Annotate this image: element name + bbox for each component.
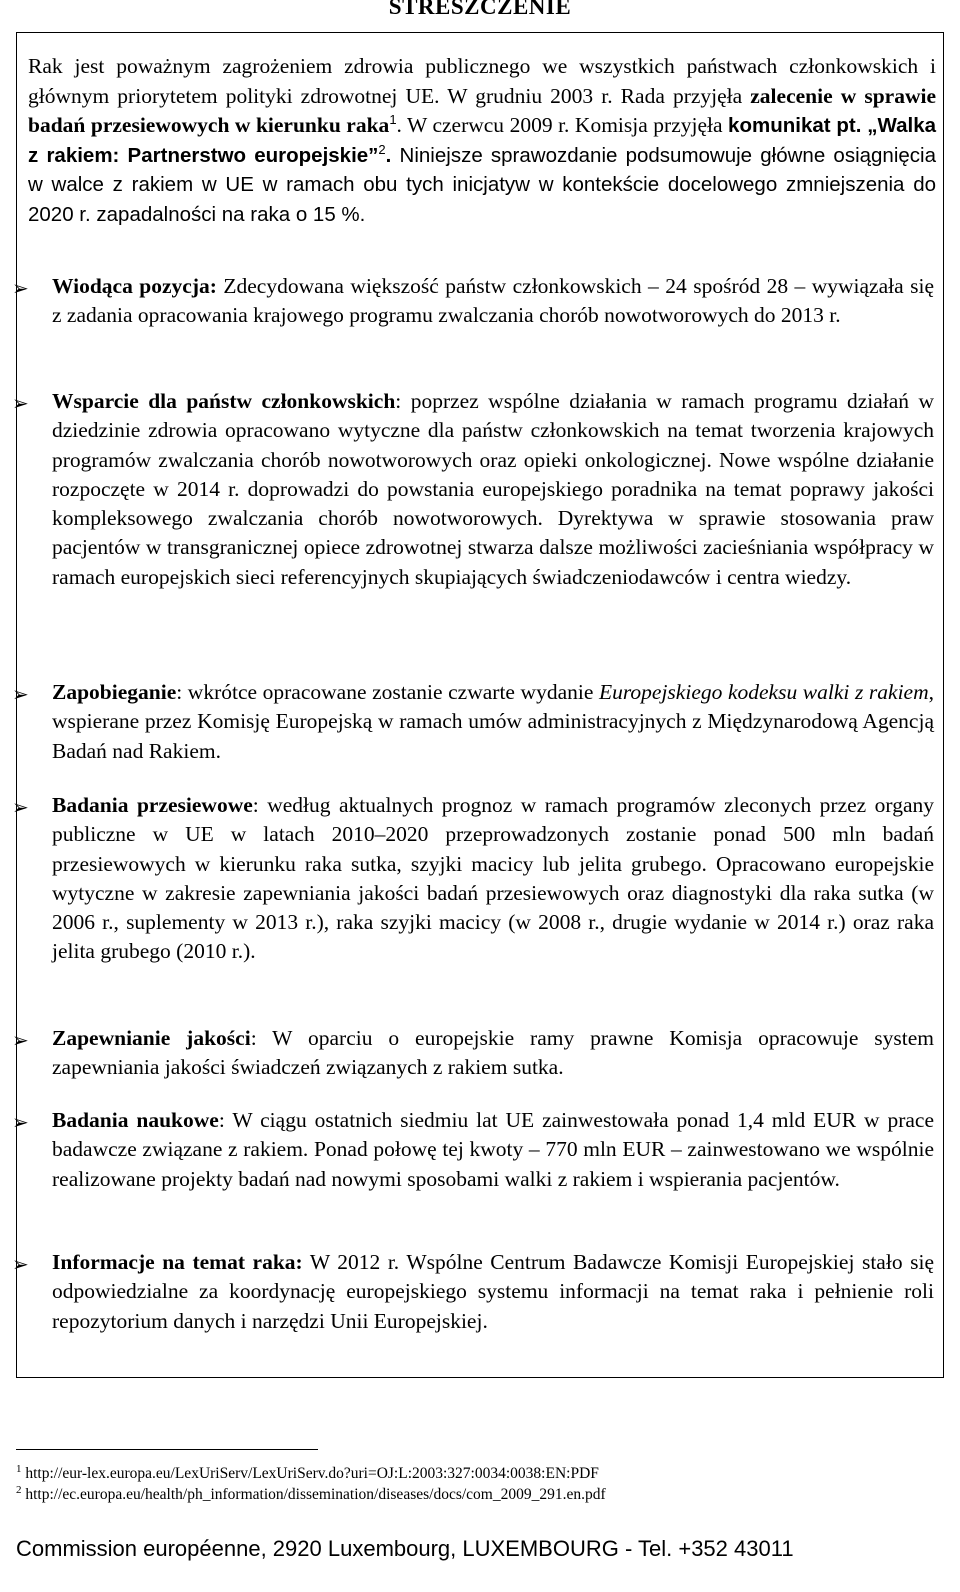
bullet-text: : poprzez wspólne działania w ramach programu działań w dziedzinie zdrowia opracowano wytyczne dla państw członkowskich na temat tworzenia krajowych programów zwalczania chorób nowotworowych oraz opieki onkologicznej. Nowe wspólne działanie rozpoczęte w 2014 r. doprowadzi do powstania europejskiego poradnika na temat poprawy jakości kompleksowego zwalczania chorób nowotworowych. Dyrektywa w sprawie stosowania praw pacjentów w transgranicznej opiece zdrowotnej stwarza dalsze możliwości zacieśniania współpracy w ramach europejskich sieci referencyjnych skupiających świadczeniodawców i centra wiedzy.	[52, 389, 934, 589]
footnote-number: 2	[16, 1483, 22, 1496]
footnote-link[interactable]: http://ec.europa.eu/health/ph_information/dissemination/diseases/docs/com_2009_291.en.pdf	[25, 1486, 606, 1503]
bullet-text: Zdecydowana większość państw członkowskich – 24 spośród 28 – wywiązała się z zadania opracowania krajowego programu zwalczania chorób nowotworowych do 2013 r.	[52, 274, 934, 328]
bullet-heading: Badania przesiewowe	[52, 793, 253, 817]
intro-bold-period: .	[385, 143, 392, 167]
bullet-text: : W ciągu ostatnich siedmiu lat UE zainwestowała ponad 1,4 mld EUR w prace badawcze związane z rakiem. Ponad połowę tej kwoty – 770 mln EUR – zainwestowano we wspólnie realizowane projekty badań nad nowymi sposobami walki z rakiem i wspierania pacjentów.	[52, 1108, 934, 1191]
arrow-bullet-icon: ➢	[12, 391, 29, 415]
bullet-screening	[12, 791, 934, 967]
bullet-research	[12, 1106, 934, 1194]
bullet-heading: Badania naukowe	[52, 1108, 219, 1132]
bullet-text: : W oparciu o europejskie ramy prawne Komisja opracowuje system zapewniania jakości świadczeń związanych z rakiem sutka.	[52, 1026, 934, 1080]
arrow-bullet-icon: ➢	[12, 1028, 29, 1052]
bullet-text-2: , wspierane przez Komisję Europejską w ramach umów administracyjnych z Międzynarodową Agencją Badań nad Rakiem.	[52, 680, 934, 763]
bullet-heading: Wiodąca pozycja:	[52, 274, 217, 298]
bullet-italic-code-title: Europejskiego kodeksu walki z rakiem	[598, 680, 929, 704]
intro-bold-communication: komunikat pt. „Walka z rakiem: Partnerstwo europejskie”	[28, 114, 937, 167]
arrow-bullet-icon: ➢	[12, 1110, 29, 1134]
footnote-ref-1: 1	[389, 112, 397, 128]
footnote-1	[16, 1464, 599, 1483]
bullet-heading: Zapobieganie	[52, 680, 177, 704]
page-footer: Commission européenne, 2920 Luxembourg, LUXEMBOURG - Tel. +352 43011	[16, 1536, 794, 1561]
arrow-bullet-icon: ➢	[12, 795, 29, 819]
bullet-quality-assurance	[12, 1024, 934, 1083]
footnote-2	[16, 1485, 606, 1504]
footnote-separator	[16, 1449, 318, 1450]
intro-text-1: Rak jest poważnym zagrożeniem zdrowia publicznego we wszystkich państwach członkowskich i głównym priorytetem polityki zdrowotnej UE. W grudniu 2003 r. Rada przyjęła	[28, 54, 936, 108]
intro-text-2: . W czerwcu 2009 r. Komisja przyjęła	[396, 113, 729, 137]
bullet-heading: Wsparcie dla państw członkowskich	[52, 389, 396, 413]
intro-text-3: Niniejsze sprawozdanie podsumowuje główne osiągnięcia w walce z rakiem w UE w ramach obu tych inicjatyw w kontekście docelowego zmniejszenia do 2020 r. zapadalności na raka o 15 %.	[28, 143, 936, 226]
footnote-link[interactable]: http://eur-lex.europa.eu/LexUriServ/LexUriServ.do?uri=OJ:L:2003:327:0034:0038:EN:PDF	[25, 1465, 599, 1482]
page-title: STRESZCZENIE	[388, 0, 572, 19]
bullet-cancer-information	[12, 1248, 934, 1336]
bullet-heading: Zapewnianie jakości	[52, 1026, 251, 1050]
bullet-text: : według aktualnych prognoz w ramach programów zleconych przez organy publiczne w UE w latach 2010–2020 przeprowadzonych zostanie ponad 500 mln badań przesiewowych w kierunku raka sutka, szyjki macicy lub jelita grubego. Opracowano europejskie wytyczne w zakresie zapewniania jakości badań przesiewowych oraz diagnostyki dla raka sutka (w 2006 r., suplementy w 2013 r.), raka szyjki macicy (w 2008 r., drugie wydanie w 2014 r.) oraz raka jelita grubego (2010 r.).	[52, 793, 934, 964]
intro-bold-recommendation: zalecenie w sprawie badań przesiewowych w kierunku raka	[28, 83, 936, 137]
intro-paragraph	[28, 52, 936, 229]
bullet-leading-position	[12, 272, 934, 331]
footnote-number: 1	[16, 1462, 22, 1475]
arrow-bullet-icon: ➢	[12, 276, 29, 300]
bullet-member-state-support	[12, 387, 934, 592]
bullet-text: W 2012 r. Wspólne Centrum Badawcze Komisji Europejskiej stało się odpowiedzialne za koordynację europejskiego systemu informacji na temat raka i pełnienie roli repozytorium danych i narzędzi Unii Europejskiej.	[52, 1250, 934, 1333]
bullet-text: : wkrótce opracowane zostanie czwarte wydanie	[176, 680, 599, 704]
bullet-prevention	[12, 678, 934, 766]
bullet-heading: Informacje na temat raka:	[52, 1250, 303, 1274]
arrow-bullet-icon: ➢	[12, 682, 29, 706]
footnote-ref-2: 2	[378, 141, 386, 157]
arrow-bullet-icon: ➢	[12, 1252, 29, 1276]
